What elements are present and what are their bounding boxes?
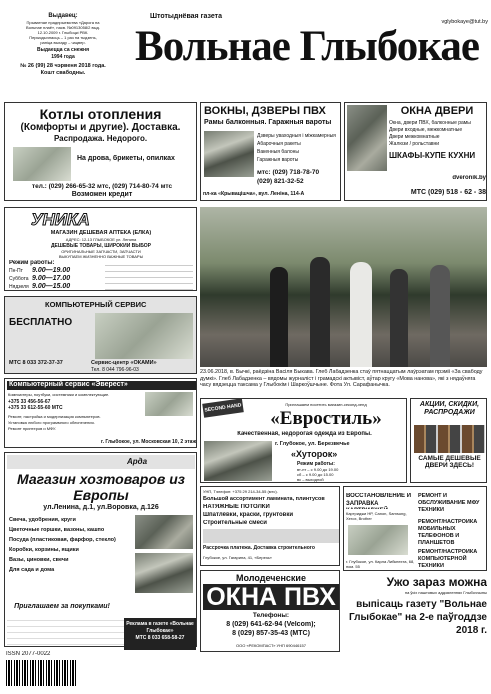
publisher-line: Прыватнае прадпрыемства «Дарога на bbox=[26, 20, 100, 25]
photo-person bbox=[310, 257, 330, 367]
europe-promo: Приглашаем за покупками! bbox=[14, 603, 110, 610]
repair-title: РЕМОНТ И ОБСЛУЖИВАНИЕ МФУ ТЕХНИКИ bbox=[418, 493, 480, 513]
shop-ad bbox=[4, 207, 197, 291]
europe-item: Свеча, удобрения, круги bbox=[9, 517, 76, 523]
clothes-photo bbox=[204, 441, 272, 481]
windows-item: Абарочныя ракеты bbox=[257, 141, 301, 147]
computer-service-ad bbox=[4, 296, 197, 374]
building-ad bbox=[200, 486, 340, 566]
repair-phones: РЕМОНТ/НАСТРОЙКА МОБИЛЬНЫХ ТЕЛЕФОНОВ И ПЛАНШЕТОВ bbox=[418, 519, 478, 546]
barcode bbox=[6, 660, 76, 686]
evrostyl-shop: «Хуторок» bbox=[291, 449, 338, 459]
boilers-delivery: Возможен кредит bbox=[71, 191, 133, 198]
okna-photo bbox=[347, 105, 387, 171]
building-line: НАТЯЖНЫЕ ПОТОЛКИ bbox=[203, 504, 270, 510]
goods-photo bbox=[135, 553, 193, 593]
boilers-phone: тел.: (029) 266-65-32 мтс, (029) 714-80-74 мтс bbox=[31, 183, 173, 190]
evrostyl-name: «Евростиль» bbox=[270, 408, 382, 429]
since-line: Выдаецца са снежня bbox=[36, 47, 89, 53]
europe-address: ул.Ленина, д.1, ул.Воровка, д.126 bbox=[43, 504, 159, 511]
everest-address: г. Глыбокое, ул. Московская 10, 2 этаж bbox=[101, 439, 196, 445]
pvc-phone1: 8 (029) 641-62-94 (Velcom); bbox=[226, 621, 316, 628]
evrostyl-addr: г. Глубокое, ул. Березвечье bbox=[275, 441, 350, 447]
issn: ISSN 2077-0022 bbox=[6, 651, 51, 657]
okna-phone: МТС (029) 518 - 62 - 38 bbox=[410, 189, 486, 196]
windows-item: Дзверы уваходныя і міжкамерныя bbox=[257, 133, 336, 139]
shop-line: ОРИГИНАЛЬНЫЕ ЗАПЧАСТИ, ЗАПЧАСТИ bbox=[61, 249, 141, 254]
europe-item: Коробки, корзины, ящики bbox=[9, 547, 79, 553]
publisher-line: раніца выхаду – чацвер. bbox=[40, 40, 86, 45]
hours-value: 9.00—15.00 bbox=[32, 283, 71, 290]
building-text-block bbox=[203, 529, 339, 543]
printer-image bbox=[348, 525, 408, 555]
sub-now: Ужо зараз можна bbox=[386, 575, 487, 589]
building-line: Строительные смеси bbox=[203, 520, 267, 526]
news-photo bbox=[200, 207, 487, 367]
doors-image bbox=[414, 425, 485, 453]
cart-sub: Картриджи HP, Canon, Samsung, Xerox, Brother bbox=[346, 511, 407, 521]
publisher-heading: Выдавец: bbox=[48, 13, 78, 19]
email: vglybokaye@tut.by bbox=[441, 19, 488, 25]
sub-main: выпісаць газету "Вольнае Глыбокае" на 2-е паўгоддзе 2018 г. bbox=[349, 599, 487, 636]
hours-day: Суббота bbox=[9, 276, 29, 282]
vertical-ad-phone: МТС 8 033 658-58-27 bbox=[135, 635, 185, 641]
boilers-line: Распродажа. Недорого. bbox=[53, 134, 148, 143]
windows-phone2: (029) 821-32-52 bbox=[257, 178, 304, 185]
service-phone2: Тел. 8 044 796-96-03 bbox=[91, 367, 139, 373]
shop-line: ВЫКУПАЕМ ЖИЗНЕННО ВАЖНЫЕ ТОВАРЫ bbox=[58, 254, 144, 259]
evrostyl-hours: сб – с 9.00 до 15.00 bbox=[297, 472, 334, 477]
repair-addr: г. Глубокое, ул. Карла Либкнехта, 68, пом. 55 bbox=[346, 559, 415, 569]
evrostyl-sub: Качественная, недорогая одежда из Европы. bbox=[237, 431, 372, 437]
boilers-title: Котлы отопления bbox=[39, 106, 162, 122]
publisher-info bbox=[4, 12, 122, 90]
everest-line: Компьютеры, ноутбуки, системники и комплектующие. bbox=[8, 392, 110, 397]
pvc-phone2: 8 (029) 857-35-43 (МТС) bbox=[232, 630, 310, 637]
publisher-line: Вольнае плаё», пасв. №0913058/2 выд. bbox=[26, 25, 100, 30]
everest-line: Установка любого программного обеспечения. bbox=[8, 420, 95, 425]
weekly-label: Штотыднёвая газета bbox=[150, 13, 222, 20]
everest-title: Компьютерный сервис «Эверест» bbox=[7, 381, 196, 390]
okna-kitchen: ШКАФЫ-КУПЕ КУХНИ bbox=[389, 151, 476, 160]
window-photo bbox=[204, 131, 254, 177]
shop-line: ДЕШЁВЫЕ ТОВАРЫ, ШИРОКИЙ ВЫБОР bbox=[50, 243, 152, 249]
europe-header bbox=[7, 455, 195, 469]
everest-ad bbox=[4, 378, 197, 448]
evrostyl-invite: Приглашаем посетить магазин-секонд-хенд bbox=[285, 402, 367, 407]
issue-line: № 26 (99) 28 чэрвеня 2018 года. bbox=[20, 63, 106, 69]
price-line: Кошт свабодны. bbox=[40, 70, 86, 76]
vertical-ad bbox=[124, 618, 196, 650]
service-phone: МТС 8 033 372-37-37 bbox=[9, 360, 63, 366]
boiler-photo bbox=[13, 147, 71, 181]
photo-person bbox=[350, 262, 372, 367]
boilers-extra: На дрова, брикеты, опилках bbox=[77, 155, 175, 162]
windows-phone1: мтс: (029) 718-78-70 bbox=[257, 169, 320, 176]
shop-photo bbox=[135, 515, 193, 549]
shop-logo: УНИКА bbox=[31, 210, 90, 228]
evrostyl-ad bbox=[200, 398, 407, 483]
europe-brand: Арда bbox=[127, 457, 148, 466]
subscription-notice bbox=[343, 575, 487, 653]
service-name: Сервис-центр «ОКАМИ» bbox=[91, 360, 157, 366]
everest-phone1: +375 33 456-56-67 bbox=[8, 399, 51, 405]
okna-site: dveronik.by bbox=[452, 175, 486, 181]
hours-value: 9.00—17.00 bbox=[32, 275, 71, 282]
building-line: Большой ассортимент ламината, плинтусов bbox=[203, 496, 325, 502]
pc-image bbox=[145, 392, 193, 416]
photo-person bbox=[270, 267, 288, 367]
doors-promo-ad bbox=[410, 398, 487, 483]
evrostyl-hours-label: Режим работы: bbox=[297, 461, 335, 467]
evrostyl-hours: вт-пт – с 9.00 до 19.00 bbox=[297, 467, 339, 472]
promo-top: АКЦИИ, СКИДКИ, РАСПРОДАЖИ bbox=[419, 401, 480, 416]
boilers-subtitle: (Комфорты и другие). Доставка. bbox=[20, 122, 181, 133]
publisher-line: Перыядычнасць – 1 раз на тыдзень, bbox=[29, 35, 97, 40]
shop-address: АДРЕС: 12-13 ГЛЫБОКОЕ ул. Ленина bbox=[65, 237, 137, 242]
europe-title: Магазин хозтоваров из Европы bbox=[17, 471, 185, 503]
europe-item: Посуда (пластиковая, фарфор, стекло) bbox=[9, 537, 116, 543]
photo-person bbox=[390, 269, 408, 367]
everest-line: Ремонт, настройка и модернизация компьютеров. bbox=[8, 414, 101, 419]
pvc-windows-ad bbox=[200, 570, 340, 652]
photo-person bbox=[430, 265, 450, 367]
europe-item: Для сада и дома bbox=[9, 567, 55, 573]
everest-line: Ремонт принтеров и МФУ. bbox=[8, 426, 56, 431]
promo-bottom: САМЫЕ ДЕШЕВЫЕ ДВЕРИ ЗДЕСЬ! bbox=[418, 455, 481, 469]
publisher-line: 12.10.2009 г. Глыбоцкі РВК. bbox=[37, 30, 89, 35]
service-free: БЕСПЛАТНО bbox=[9, 317, 73, 328]
hours-label: Режим работы: bbox=[9, 260, 55, 266]
photo-caption: 23.06.2018, в. Бычкі, раёдзіна Васіля Быкава. Глеб Лабадзенка стаў пятнаццатым лаўрэатам прэміі «За свабоду думкі». Глеб Лабадзенка – вядомы журналіст і грамадскі актывіст, аўтар кругу «Мова нанова», які з нядаўняга часу вядзецца таксама у Глыбокім і Шаркоўшчыне. Фота Ул. Сарафанычка. bbox=[200, 369, 483, 389]
repair-pc: РЕМОНТ/НАСТРОЙКА КОМПЬЮТЕРНОЙ ТЕХНИКИ bbox=[418, 549, 478, 569]
building-addr: Глубокое, ул. Гагарина, 41, «Березь» bbox=[203, 555, 272, 560]
pvc-phones-label: Телефоны: bbox=[252, 612, 290, 619]
europe-item: Цветочные горшки, вазоны, кашпо bbox=[9, 527, 105, 533]
since-year: 1994 года bbox=[51, 54, 75, 60]
windows-address: пл-ка «Крывацішча», вул. Леніна, 114-А bbox=[203, 191, 305, 197]
hours-value: 9.00—19.00 bbox=[32, 267, 71, 274]
windows-title: ВОКНЫ, ДЗВЕРЫ ПВХ bbox=[204, 105, 326, 117]
laptop-image bbox=[95, 313, 193, 359]
pvc-legal: ООО «РЕКОМПАСТ» УНП 690446157 bbox=[236, 643, 306, 648]
building-phone: УНП, Тэлефон: +375 29 214-34-55 (мтс). bbox=[203, 489, 278, 494]
okna-line: Жалюзи / рольставни bbox=[389, 141, 440, 147]
sub-sub: на ўсіх паштовых аддзяленнях Глыбоччыны bbox=[404, 590, 487, 595]
building-line: Шпатлёвки, краски, грунтовки bbox=[203, 512, 294, 518]
cartridge-ad bbox=[343, 486, 487, 571]
evrostyl-hours: вс – выходной bbox=[297, 477, 324, 482]
boilers-ad bbox=[4, 102, 197, 201]
building-bottom: Рассрочка платежа. Доставка строительного bbox=[203, 545, 315, 551]
windows-item: Вакенныя балоны bbox=[257, 149, 299, 155]
pvc-small: Молодеченские bbox=[236, 573, 306, 583]
windows-subtitle: Рамы балконныя. Гаражныя вароты bbox=[204, 119, 332, 126]
europe-item: Вазы, циновки, свечи bbox=[9, 557, 69, 563]
okna-line: Двери межкомнатные bbox=[389, 134, 440, 140]
service-title: КОМПЬЮТЕРНЫЙ СЕРВИС bbox=[45, 300, 147, 309]
second-hand-label: SECOND HAND bbox=[204, 402, 242, 414]
vertical-ad-head: Реклама в газете «Вольнае Глыбокае» bbox=[126, 621, 194, 634]
everest-phone2: +375 33 612-55-60 МТС bbox=[8, 405, 63, 411]
okna-ad bbox=[344, 102, 487, 201]
pvc-big: ОКНА ПВХ bbox=[203, 584, 339, 610]
hours-day: Нядзеля bbox=[9, 284, 29, 290]
hours-day: Пн-Пт bbox=[9, 268, 23, 274]
cart-title: ВОССТАНОВЛЕНИЕ И ЗАПРАВКА bbox=[346, 493, 412, 507]
windows-item: Гаражныя вароты bbox=[257, 157, 299, 163]
second-hand-tag bbox=[202, 398, 244, 417]
newspaper-title: Вольнае Глыбокае bbox=[135, 23, 479, 70]
shop-phones-block bbox=[105, 260, 193, 290]
okna-title: ОКНА ДВЕРИ bbox=[400, 105, 474, 117]
windows-ad bbox=[200, 102, 341, 201]
okna-line: Двери входные, межкомнатные bbox=[389, 127, 463, 133]
okna-line: Окна, двери ПВХ, балконные рамы bbox=[389, 120, 471, 126]
shop-title: МАГАЗИН ДЕШЕВАЯ АПТЕКА (ЕЛКА) bbox=[50, 230, 152, 236]
